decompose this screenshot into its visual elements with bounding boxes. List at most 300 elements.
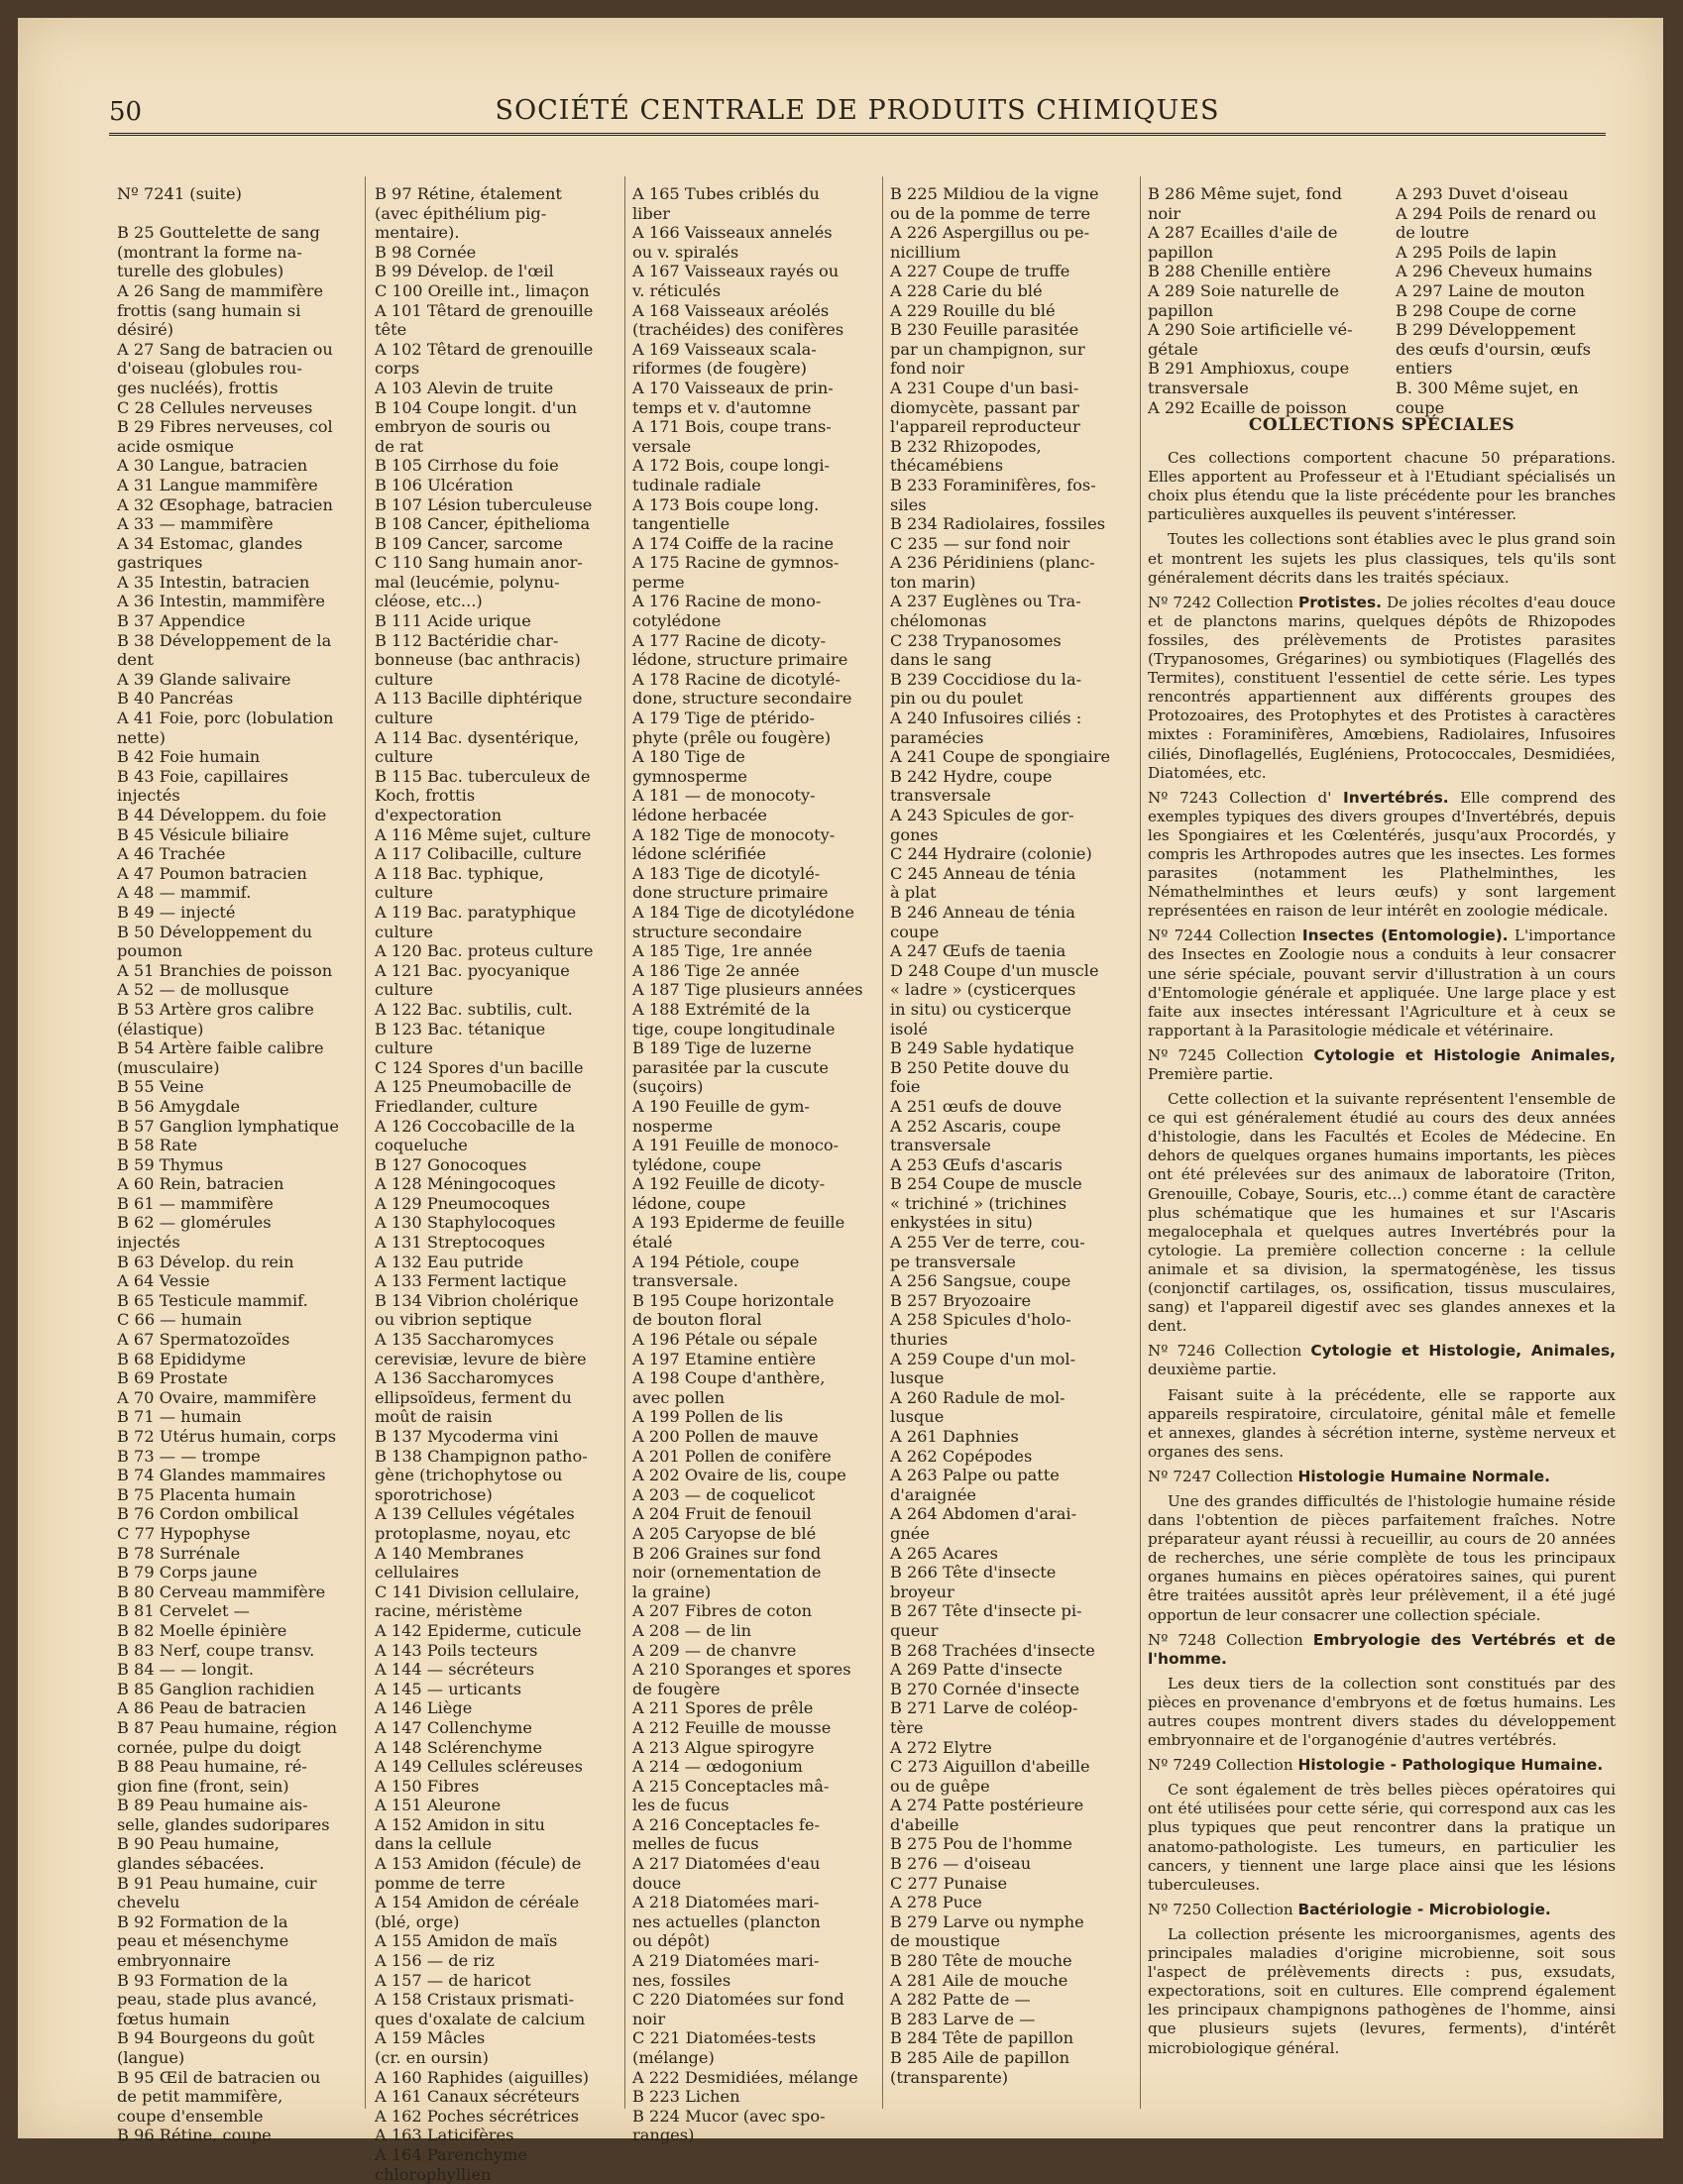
catalog-line: A 170 Vaisseaux de prin- (632, 378, 834, 397)
catalog-line: A 26 Sang de mammifère (117, 280, 324, 300)
catalog-line: A 167 Vaisseaux rayés ou (632, 262, 840, 281)
catalog-line: par un champignon, sur (890, 339, 1085, 359)
catalog-line: B 90 Peau humaine, (117, 1834, 280, 1854)
catalog-line: A 39 Glande salivaire (117, 669, 291, 689)
catalog-line: A 281 Aile de mouche (890, 1970, 1068, 1990)
catalog-line: de petit mammifère, (117, 2087, 283, 2107)
catalog-line: ton marin) (890, 572, 976, 592)
catalog-line: injectés (117, 786, 180, 806)
catalog-line: A 48 — mammif. (117, 883, 252, 903)
catalog-line: A 119 Bac. paratyphique (375, 902, 577, 922)
catalog-line: A 263 Palpe ou patte (890, 1466, 1060, 1485)
collection-entry (1148, 1468, 1616, 1486)
catalog-line: B 42 Foie humain (117, 747, 261, 767)
intro-paragraph: Ces collections comportent chacune 50 préparations. Elles apportent au Professeur et à l'Etudiant spécialisés un choix plus étendu que la liste précédente pour les branches particulières auxquelles ils peuvent s'intéresser. (1148, 449, 1616, 524)
catalog-line: A 136 Saccharomyces (375, 1368, 554, 1388)
catalog-line: Nº 7241 (suite) (117, 184, 242, 203)
catalog-line: A 229 Rouille du blé (890, 300, 1056, 320)
catalog-line: B 137 Mycoderma vini (375, 1427, 559, 1446)
catalog-line: C 238 Trypanosomes (890, 630, 1062, 650)
catalog-line: noir (ornementation de (632, 1563, 822, 1583)
catalog-line: cerevisiæ, levure de bière (375, 1349, 587, 1368)
catalog-line: B 88 Peau humaine, ré- (117, 1757, 307, 1777)
catalog-line: B 97 Rétine, étalement (375, 184, 562, 203)
catalog-line: A 219 Diatomées mari- (632, 1951, 820, 1971)
catalog-line: A 174 Coiffe de la racine (632, 533, 835, 553)
catalog-line: étalé (632, 1233, 673, 1253)
catalog-line: nosperme (632, 1116, 714, 1136)
catalog-line: B 108 Cancer, épithelioma (375, 514, 591, 534)
catalog-line: A 265 Acares (890, 1543, 998, 1563)
catalog-line: A 258 Spicules d'holo- (890, 1310, 1071, 1330)
catalog-line: B 106 Ulcération (375, 475, 513, 494)
catalog-line: B 206 Graines sur fond (632, 1543, 822, 1563)
catalog-line: A 296 Cheveux humains (1396, 262, 1593, 281)
catalog-line: B 291 Amphioxus, coupe (1148, 359, 1350, 379)
catalog-line: foie (890, 1077, 921, 1097)
catalog-line: A 287 Ecailles d'aile de (1148, 223, 1338, 243)
catalog-line: A 187 Tige plusieurs années (632, 980, 863, 1000)
catalog-line: B 99 Dévelop. de l'œil (375, 262, 554, 281)
catalog-line: A 256 Sangsue, coupe (890, 1271, 1071, 1291)
catalog-line: B 74 Glandes mammaires (117, 1466, 326, 1485)
catalog-line: phyte (prêle ou fougère) (632, 727, 832, 747)
catalog-line: C 28 Cellules nerveuses (117, 397, 313, 417)
catalog-line: A 204 Fruit de fenouil (632, 1504, 812, 1524)
catalog-line: tylédone, coupe (632, 1154, 761, 1174)
catalog-line: A 227 Coupe de truffe (890, 262, 1070, 281)
catalog-line: B 44 Développem. du foie (117, 806, 327, 824)
catalog-line: corps (375, 359, 420, 379)
catalog-line: A 272 Elytre (890, 1737, 992, 1757)
catalog-line: ou de guêpe (890, 1776, 990, 1796)
catalog-line: A 164 Parenchyme (375, 2144, 528, 2164)
catalog-line: des œufs d'oursin, œufs (1396, 339, 1591, 359)
catalog-line: A 297 Laine de mouton (1396, 280, 1585, 300)
catalog-line: B 25 Gouttelette de sang (117, 223, 320, 243)
catalog-line: A 155 Amidon de maïs (375, 1931, 558, 1951)
catalog-line: A 255 Ver de terre, cou- (890, 1233, 1085, 1253)
catalog-line: A 114 Bac. dysentérique, (375, 727, 580, 747)
catalog-line: A 231 Coupe d'un basi- (890, 378, 1079, 397)
catalog-line: A 120 Bac. proteus culture (375, 941, 594, 961)
catalog-line: d'abeille (890, 1814, 959, 1834)
catalog-line: A 101 Têtard de grenouille (375, 300, 594, 320)
catalog-line: culture (375, 922, 433, 941)
catalog-line: pomme de terre (375, 1873, 505, 1893)
catalog-line: B 40 Pancréas (117, 689, 234, 709)
catalog-line: embryon de souris ou (375, 417, 551, 437)
catalog-line: A 186 Tige 2e année (632, 960, 800, 980)
catalog-line: ou vibrion septique (375, 1310, 532, 1330)
catalog-line: versale (632, 436, 692, 456)
catalog-line: lédone sclérifiée (632, 844, 767, 864)
catalog-line: A 193 Epiderme de feuille (632, 1213, 845, 1233)
catalog-line: B 112 Bactéridie char- (375, 630, 559, 650)
catalog-line: culture (375, 883, 433, 903)
catalog-line: A 292 Ecaille de poisson (1148, 397, 1347, 417)
catalog-line: A 293 Duvet d'oiseau (1396, 184, 1569, 203)
catalog-line: A 103 Alevin de truite (375, 378, 554, 397)
catalog-line: A 264 Abdomen d'arai- (890, 1504, 1077, 1524)
entry-number: Nº 7247 (1148, 1467, 1216, 1485)
catalog-line: B 107 Lésion tuberculeuse (375, 494, 593, 514)
catalog-line: A 236 Péridiniens (planc- (890, 553, 1095, 573)
catalog-line: A 31 Langue mammifère (117, 475, 318, 494)
catalog-line: parasitée par la cuscute (632, 1057, 829, 1077)
catalog-line: pe transversale (890, 1252, 1016, 1271)
entry-name: Bactériologie - Microbiologie. (1297, 1900, 1551, 1918)
catalog-line: B 195 Coupe horizontale (632, 1290, 835, 1310)
catalog-line: A 148 Sclérenchyme (375, 1737, 543, 1757)
catalog-line: broyeur (890, 1582, 954, 1601)
catalog-line: thécamébiens (890, 456, 1004, 476)
catalog-line: « ladre » (cysticerques (890, 980, 1076, 1000)
catalog-column-5 (1148, 184, 1396, 417)
entry-label: Collection (1215, 1900, 1298, 1918)
catalog-line: A 142 Epiderme, cuticule (375, 1620, 582, 1640)
catalog-line: tige, coupe longitudinale (632, 1019, 836, 1038)
catalog-line: A 51 Branchies de poisson (117, 960, 333, 980)
catalog-line: A 47 Poumon batracien (117, 863, 307, 883)
catalog-line: culture (375, 709, 433, 728)
catalog-line: A 211 Spores de prêle (632, 1698, 814, 1718)
catalog-line: (transparente) (890, 2067, 1009, 2087)
catalog-line: A 253 Œufs d'ascaris (890, 1154, 1063, 1174)
catalog-line: gétale (1148, 339, 1198, 359)
catalog-line: à plat (890, 883, 937, 903)
catalog-line: B 71 — humain (117, 1407, 242, 1427)
catalog-line: A 191 Feuille de monoco- (632, 1136, 840, 1155)
catalog-line: A 200 Pollen de mauve (632, 1427, 819, 1446)
entry-text: Elle comprend des exemples typiques des divers groupes d'Invertébrés, depuis les Spongiaires et les Cœlentérés, jusqu'aux Procordés, y compris les Arthropodes autres que les insectes. Les formes parasites (notamment les Plathelminthes, les Némathelminthes et leurs œufs) y sont largement représentées en raison de leur intérêt en zoologie médicale. (1148, 788, 1616, 921)
catalog-line: A 209 — de chanvre (632, 1640, 797, 1660)
catalog-line: bonneuse (bac anthracis) (375, 650, 581, 670)
entry-number: Nº 7242 (1148, 593, 1217, 611)
catalog-line: coupe (1396, 397, 1445, 417)
entry-text: De jolies récoltes d'eau douce et de planctons marins, quelques dépôts de Rhizopodes fossiles, des prélèvements de Protistes parasites (Trypanosomes, Grégarines) ou symbiotiques (Flagellés des Termites), constituent l'essentiel de cette série. Les types rencontrés appartiennent aux différents groupes des Protozoaires, des Protophytes et des Protistes à caractères mixtes : Foraminifères, Amœbiens, Radiolaires, Infusoires ciliés, Dinoflagellés, Eugléniens, Protococcales, Desmidiées, Diatomées, etc. (1148, 593, 1616, 782)
catalog-line: A 169 Vaisseaux scala- (632, 339, 817, 359)
catalog-line: tère (890, 1717, 924, 1737)
collection-entry: Cette collection et la suivante représentent l'ensemble de ce qui est généralement étudié au cours des deux années d'histologie, dans les Facultés et Ecoles de Médecine. En dehors de quelques organes humains importants, les pièces ont été prélevées sur des animaux de laboratoire (Triton, Grenouille, Cobaye, Souris, etc...) comme étant de caractère plus schématique que les humaines et sur l'Ascaris megalocephala et quelques autres Invertébrés pour la cytologie. La première collection concerne : la cellule animale et sa division, la spermatogénèse, les tissus (conjonctif cartilages, os, ossification, tissus musculaires, sang) et l'appareil digestif avec ses glandes annexes et la dent. (1148, 1090, 1616, 1336)
catalog-line: gnée (890, 1523, 930, 1543)
catalog-line: (avec épithélium pig- (375, 203, 547, 223)
catalog-line: B 266 Tête d'insecte (890, 1563, 1057, 1583)
catalog-line: A 194 Pétiole, coupe (632, 1252, 800, 1271)
catalog-line: C 277 Punaise (890, 1873, 1008, 1893)
catalog-line: culture (375, 669, 433, 689)
catalog-line: A 208 — de lin (632, 1620, 752, 1640)
catalog-line: A 176 Racine de mono- (632, 592, 822, 611)
catalog-line: A 150 Fibres (375, 1776, 480, 1796)
catalog-line: A 60 Rein, batracien (117, 1174, 284, 1194)
catalog-line: A 182 Tige de monocoty- (632, 824, 836, 844)
catalog-line: de moustique (890, 1931, 1000, 1951)
catalog-line: diomycète, passant par (890, 397, 1079, 417)
catalog-line: A 274 Patte postérieure (890, 1796, 1084, 1815)
catalog-line: A 159 Mâcles (375, 2028, 486, 2048)
catalog-line: B 69 Prostate (117, 1368, 228, 1388)
catalog-line: tangentielle (632, 514, 730, 534)
catalog-line: A 131 Streptocoques (375, 1233, 545, 1253)
catalog-line: A 289 Soie naturelle de (1148, 280, 1339, 300)
catalog-line: de fougère (632, 1679, 721, 1698)
catalog-line: A 203 — de coquelicot (632, 1484, 816, 1504)
catalog-line: tudinale radiale (632, 475, 761, 494)
catalog-line: C 273 Aiguillon d'abeille (890, 1757, 1090, 1777)
catalog-line: v. réticulés (632, 280, 722, 300)
catalog-line: d'oiseau (globules rou- (117, 359, 302, 379)
entry-name: Insectes (Entomologie). (1301, 927, 1509, 945)
catalog-line: B 63 Dévelop. du rein (117, 1252, 294, 1271)
entry-label: Collection (1218, 927, 1302, 945)
catalog-page (18, 18, 1663, 2184)
entry-name: Histologie Humaine Normale. (1297, 1467, 1550, 1485)
catalog-line: entiers (1396, 359, 1453, 379)
entry-name: Histologie - Pathologique Humaine. (1297, 1756, 1604, 1775)
catalog-line: B 232 Rhizopodes, (890, 436, 1042, 456)
catalog-line: A 153 Amidon (fécule) de (375, 1854, 582, 1874)
catalog-line: A 192 Feuille de dicoty- (632, 1174, 826, 1194)
catalog-line: done structure primaire (632, 883, 829, 903)
catalog-line: gion fine (front, sein) (117, 1776, 289, 1796)
catalog-line: C 141 Division cellulaire, (375, 1582, 580, 1601)
catalog-line: de loutre (1396, 223, 1470, 243)
catalog-line: A 122 Bac. subtilis, cult. (375, 999, 573, 1019)
catalog-line: siles (890, 494, 927, 514)
catalog-line: A 207 Fibres de coton (632, 1601, 812, 1621)
catalog-line: enkystées in situ) (890, 1213, 1033, 1233)
catalog-line: A 130 Staphylocoques (375, 1213, 556, 1233)
catalog-line: B 271 Larve de coléop- (890, 1698, 1078, 1718)
catalog-line: A 129 Pneumocoques (375, 1193, 550, 1213)
catalog-line: A 178 Racine de dicotylé- (632, 669, 841, 689)
catalog-line: A 290 Soie artificielle vé- (1148, 320, 1353, 340)
catalog-line: A 86 Peau de batracien (117, 1698, 306, 1718)
collection-entry: La collection présente les microorganismes, agents des principales maladies d'origine microbienne, soit sous l'aspect de prélèvements directs : pus, exsudats, expectorations, soit en cultures. Elle comprend également les principaux champignons pathogènes de l'homme, ainsi que plusieurs sujets (levures, ferments), d'intérêt microbiologique général. (1148, 1924, 1616, 2057)
catalog-line: A 217 Diatomées d'eau (632, 1854, 821, 1874)
column-rule (882, 176, 883, 2109)
catalog-line: désiré) (117, 320, 174, 340)
catalog-line: A 152 Amidon in situ (375, 1814, 545, 1834)
catalog-line: A 113 Bacille diphtérique (375, 689, 583, 709)
catalog-column-2 (375, 184, 622, 2184)
catalog-line: A 259 Coupe d'un mol- (890, 1349, 1076, 1368)
catalog-line: C 100 Oreille int., limaçon (375, 280, 590, 300)
catalog-line: B 50 Développement du (117, 922, 313, 941)
catalog-line: paramécies (890, 727, 984, 747)
catalog-line: douce (632, 1873, 682, 1893)
entry-label: Collection d' (1229, 788, 1343, 807)
collection-entry (1148, 1901, 1616, 1919)
catalog-line: A 175 Racine de gymnos- (632, 553, 840, 573)
catalog-line: A 262 Copépodes (890, 1446, 1033, 1466)
catalog-line: sporotrichose) (375, 1484, 493, 1504)
catalog-line: B 283 Larve de — (890, 2009, 1036, 2028)
catalog-line: A 190 Feuille de gym- (632, 1096, 810, 1116)
catalog-line: A 140 Membranes (375, 1543, 524, 1563)
entry-name: Cytologie et Histologie Animales, (1313, 1045, 1617, 1064)
catalog-line: B 68 Epididyme (117, 1349, 247, 1368)
catalog-line: C 110 Sang humain anor- (375, 553, 583, 573)
catalog-line: A 163 Laticifères (375, 2126, 514, 2145)
catalog-line: B 123 Bac. tétanique (375, 1019, 546, 1038)
catalog-line: C 221 Diatomées-tests (632, 2028, 817, 2048)
collection-entry (1148, 1756, 1616, 1775)
catalog-line: de rat (375, 436, 423, 456)
catalog-line: B 189 Tige de luzerne (632, 1038, 812, 1058)
catalog-line: ranges) (632, 2126, 695, 2145)
catalog-line: fond noir (890, 359, 964, 379)
catalog-line: (cr. en oursin) (375, 2048, 489, 2067)
catalog-line: B 298 Coupe de corne (1396, 300, 1577, 320)
catalog-line: B 53 Artère gros calibre (117, 999, 314, 1019)
catalog-line: B 96 Rétine, coupe (117, 2126, 272, 2145)
catalog-line: ou de la pomme de terre (890, 203, 1091, 223)
catalog-line: A 36 Intestin, mammifère (117, 592, 325, 611)
column-rule (365, 176, 366, 2109)
catalog-line: ou v. spiralés (632, 242, 739, 262)
catalog-line: (langue) (117, 2048, 185, 2067)
catalog-line: moût de raisin (375, 1407, 493, 1427)
catalog-line: A 197 Etamine entière (632, 1349, 817, 1368)
catalog-line: A 269 Patte d'insecte (890, 1660, 1063, 1680)
catalog-line: B 127 Gonocoques (375, 1154, 527, 1174)
page-number: 50 (109, 97, 143, 127)
catalog-line: B 239 Coccidiose du la- (890, 669, 1082, 689)
catalog-line: lusque (890, 1407, 945, 1427)
catalog-line: (blé, orge) (375, 1911, 460, 1931)
entry-label: Collection (1215, 1756, 1298, 1775)
catalog-line: B 109 Cancer, sarcome (375, 533, 563, 553)
entry-name: Embryologie des Vertébrés et de l'homme. (1148, 1630, 1617, 1668)
entry-text: L'importance des Insectes en Zoologie nous a conduits à leur consacrer une série spéciale, pouvant servir d'illustration à un cours d'Entomologie générale et appliquée. Une large place y est faite aux insectes intéressant l'Agriculture et à ceux se rapportant à la Parasitologie médicale et vétérinaire. (1148, 927, 1616, 1039)
catalog-line: la graine) (632, 1582, 712, 1601)
catalog-line: selle, glandes sudoripares (117, 1814, 330, 1834)
catalog-line: lédone, coupe (632, 1193, 746, 1213)
catalog-line: injectés (117, 1233, 180, 1253)
catalog-line: noir (632, 2009, 666, 2028)
catalog-line: A 135 Saccharomyces (375, 1330, 554, 1350)
catalog-line: gène (trichophytose ou (375, 1466, 563, 1485)
catalog-line: A 243 Spicules de gor- (890, 806, 1074, 824)
catalog-line: A 261 Daphnies (890, 1427, 1019, 1446)
catalog-line: B 79 Corps jaune (117, 1563, 258, 1583)
catalog-line: protoplasme, noyau, etc (375, 1523, 571, 1543)
catalog-line: A 52 — de mollusque (117, 980, 289, 1000)
entry-label: Collection (1224, 1342, 1311, 1361)
catalog-line: turelle des globules) (117, 262, 284, 281)
intro-paragraph: Toutes les collections sont établies avec le plus grand soin et montrent les sujets les plus classiques, tels qu'ils sont généralement décrits dans les traités spéciaux. (1148, 530, 1616, 587)
catalog-line: B 105 Cirrhose du foie (375, 456, 559, 476)
catalog-line: transversale (1148, 378, 1249, 397)
catalog-line: A 146 Liège (375, 1698, 473, 1718)
catalog-line: A 226 Aspergillus ou pe- (890, 223, 1090, 243)
catalog-line: B 138 Champignon patho- (375, 1446, 588, 1466)
catalog-line: B 93 Formation de la (117, 1970, 288, 1990)
catalog-line: A 216 Conceptacles fe- (632, 1814, 820, 1834)
catalog-line: A 172 Bois, coupe longi- (632, 456, 830, 476)
catalog-line: A 185 Tige, 1re année (632, 941, 813, 961)
catalog-line: A 102 Têtard de grenouille (375, 339, 594, 359)
catalog-line: B 83 Nerf, coupe transv. (117, 1640, 315, 1660)
catalog-line: A 282 Patte de — (890, 1990, 1031, 2010)
catalog-line: les de fucus (632, 1796, 729, 1815)
catalog-line: liber (632, 203, 671, 223)
catalog-line: B 58 Rate (117, 1136, 198, 1155)
catalog-line: (montrant la forme na- (117, 242, 302, 262)
catalog-line: C 220 Diatomées sur fond (632, 1990, 844, 2010)
catalog-line: A 126 Coccobacille de la (375, 1116, 576, 1136)
catalog-line: cornée, pulpe du doigt (117, 1737, 301, 1757)
entry-text: Première partie. (1148, 1065, 1274, 1083)
catalog-line: A 294 Poils de renard ou (1396, 203, 1597, 223)
catalog-line: ques d'oxalate de calcium (375, 2009, 586, 2028)
catalog-line: noir (1148, 203, 1181, 223)
catalog-line: structure secondaire (632, 922, 803, 941)
catalog-line: culture (375, 980, 433, 1000)
catalog-line: cléose, etc...) (375, 592, 483, 611)
catalog-line: chlorophyllien (375, 2164, 492, 2184)
page-title: SOCIÉTÉ CENTRALE DE PRODUITS CHIMIQUES (495, 95, 1220, 126)
collection-entry (1148, 789, 1616, 922)
catalog-line: A 240 Infusoires ciliés : (890, 709, 1082, 728)
entry-number: Nº 7246 (1148, 1342, 1225, 1361)
entry-label: Collection (1225, 1630, 1313, 1649)
catalog-line: A 128 Méningocoques (375, 1174, 556, 1194)
catalog-line: lusque (890, 1368, 945, 1388)
catalog-line: B 225 Mildiou de la vigne (890, 184, 1099, 203)
catalog-line: « trichiné » (trichines (890, 1193, 1067, 1213)
catalog-line: B 92 Formation de la (117, 1911, 288, 1931)
collection-entries (1148, 594, 1616, 2058)
entry-label: Collection (1215, 1467, 1298, 1485)
catalog-line: A 162 Poches sécrétrices (375, 2106, 580, 2126)
catalog-line: lédone, structure primaire (632, 650, 848, 670)
catalog-line: C 245 Anneau de ténia (890, 863, 1076, 883)
catalog-line: d'araignée (890, 1484, 976, 1504)
catalog-line: B 98 Cornée (375, 242, 477, 262)
catalog-line: B 267 Tête d'insecte pi- (890, 1601, 1082, 1621)
catalog-line: A 215 Conceptacles mâ- (632, 1776, 830, 1796)
catalog-line: A 158 Cristaux prismati- (375, 1990, 575, 2010)
catalog-line: B 82 Moelle épinière (117, 1620, 287, 1640)
catalog-line: B 61 — mammifère (117, 1193, 274, 1213)
section-title: COLLECTIONS SPÉCIALES (1248, 415, 1515, 435)
catalog-line: B 249 Sable hydatique (890, 1038, 1074, 1058)
catalog-line: A 70 Ovaire, mammifère (117, 1387, 317, 1407)
catalog-column-3 (632, 184, 880, 2145)
catalog-line: poumon (117, 941, 183, 961)
column-rule (624, 176, 625, 2109)
catalog-line: (trachéides) des conifères (632, 320, 844, 340)
catalog-line: B 270 Cornée d'insecte (890, 1679, 1080, 1698)
catalog-line: B 95 Œil de batracien ou (117, 2067, 321, 2087)
catalog-line: A 144 — sécréteurs (375, 1660, 535, 1680)
catalog-line: A 252 Ascaris, coupe (890, 1116, 1062, 1136)
catalog-line: A 278 Puce (890, 1893, 982, 1912)
catalog-line: Koch, frottis (375, 786, 476, 806)
entry-number: Nº 7250 (1148, 1900, 1216, 1918)
entry-number: Nº 7244 (1148, 927, 1219, 945)
catalog-line: B 279 Larve ou nymphe (890, 1911, 1084, 1931)
catalog-line: A 35 Intestin, batracien (117, 572, 310, 592)
collection-entry: Ce sont également de très belles pièces opératoires qui ont été utilisées pour cette série, qui correspond aux cas les plus typiques que peut rencontrer dans la pratique un anatomo-pathologiste. Les tumeurs, en particulier les cancers, y tiennent une large place ainsi que les lésions tuberculeuses. (1148, 1781, 1616, 1894)
catalog-line: de bouton floral (632, 1310, 762, 1330)
catalog-line: A 118 Bac. typhique, (375, 863, 544, 883)
catalog-line: A 201 Pollen de conifère (632, 1446, 832, 1466)
catalog-line: Friedlander, culture (375, 1096, 538, 1116)
